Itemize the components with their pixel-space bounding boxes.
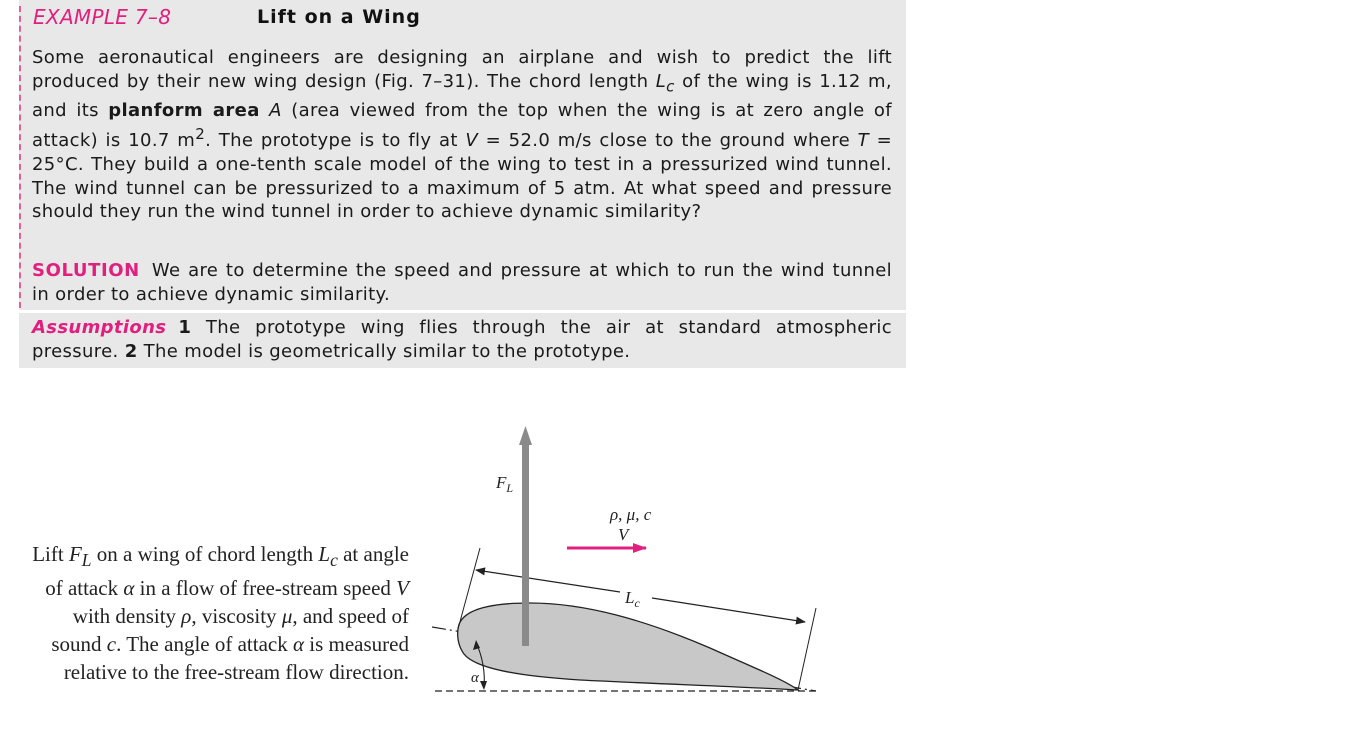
margin-rule [19, 6, 21, 308]
chord-symbol: L [318, 542, 331, 566]
planform-term: planform area [108, 100, 260, 122]
caption-text: at angle of attack [45, 542, 409, 601]
caption-text: Lift [32, 542, 69, 566]
caption-text: , and speed of sound [51, 604, 409, 657]
alpha-symbol: α [123, 576, 135, 601]
caption-text: on a wing of chord length [91, 542, 319, 566]
caption-text: in a flow of free-stream speed [134, 576, 397, 601]
problem-text [260, 100, 269, 121]
density-symbol: ρ [181, 604, 192, 629]
caption-text: . The angle of attack [116, 632, 293, 657]
example-title: Lift on a Wing [257, 6, 421, 28]
wing-figure [420, 410, 840, 710]
lift-subscript: L [81, 550, 92, 571]
temperature-symbol: T [857, 129, 869, 151]
lift-arrow-head [519, 426, 532, 445]
solution-text: We are to determine the speed and pressure at which to run the wind tunnel in order to achieve dynamic similarity. [32, 260, 892, 305]
sound-speed-symbol: c [106, 632, 117, 657]
chord-dimension-arrow-right [652, 598, 805, 622]
caption-text: , viscosity [191, 604, 282, 629]
lift-symbol: F [68, 542, 82, 566]
assumptions-paragraph [32, 316, 892, 364]
problem-text: Some aeronautical engineers are designing an airplane and wish to predict the lift produced by their new wing design (Fig. 7–31). The chord length [32, 47, 892, 92]
solution-paragraph [32, 259, 892, 307]
problem-statement [32, 46, 892, 224]
viscosity-symbol: μ [281, 604, 293, 629]
airfoil-shape [458, 603, 798, 690]
caption-text: with density [72, 604, 182, 629]
solution-label: SOLUTION [32, 260, 140, 281]
assumption-text: The model is geometrically similar to the prototype. [137, 340, 631, 362]
chord-subscript: c [330, 550, 338, 571]
chord-symbol: L [655, 70, 667, 92]
velocity-label: V [618, 525, 629, 544]
lift-arrow-shaft [522, 440, 529, 646]
area-exponent: 2 [195, 124, 206, 143]
problem-text: (area viewed from the top when the wing is at zero angle of attack) is 10.7 m [32, 100, 892, 151]
chord-dimension-arrow-left [476, 570, 620, 592]
assumption-text: The prototype wing flies through the air at standard atmospheric pressure. [32, 317, 892, 362]
velocity-symbol: V [396, 576, 409, 601]
problem-text: . The prototype is to fly at [205, 129, 466, 151]
assumption-number: 2 [124, 340, 138, 362]
assumptions-label: Assumptions [32, 317, 167, 338]
alpha-symbol: α [292, 632, 305, 657]
chord-subscript: c [666, 77, 675, 96]
lift-label: $F_L$ [496, 473, 514, 495]
velocity-symbol: V [465, 129, 479, 151]
problem-text: = 25°C. They build a one-tenth scale model of the wing to test in a pressurized wind tunnel. The wind tunnel can be pressurized to a maximum of 5 atm. At what speed and pressure should they run the wind tunnel in order to achieve dynamic similarity? [32, 129, 893, 223]
fluid-properties-label: ρ, μ, c [610, 505, 652, 524]
alpha-arc-arrow-bottom [480, 681, 487, 690]
area-symbol: A [269, 100, 282, 122]
figure-caption [20, 540, 409, 686]
chord-edge-trailing [798, 608, 816, 690]
chord-label: $L_c$ [625, 588, 640, 610]
example-number: EXAMPLE 7–8 [33, 5, 172, 29]
assumption-number: 1 [178, 317, 192, 338]
problem-text: of the wing is 1.12 m, and its [32, 70, 893, 122]
problem-text: = 52.0 m/s close to the ground where [478, 129, 858, 151]
caption-text: is measured relative to the free-stream flow direction. [63, 632, 409, 685]
alpha-label: α [471, 670, 479, 686]
